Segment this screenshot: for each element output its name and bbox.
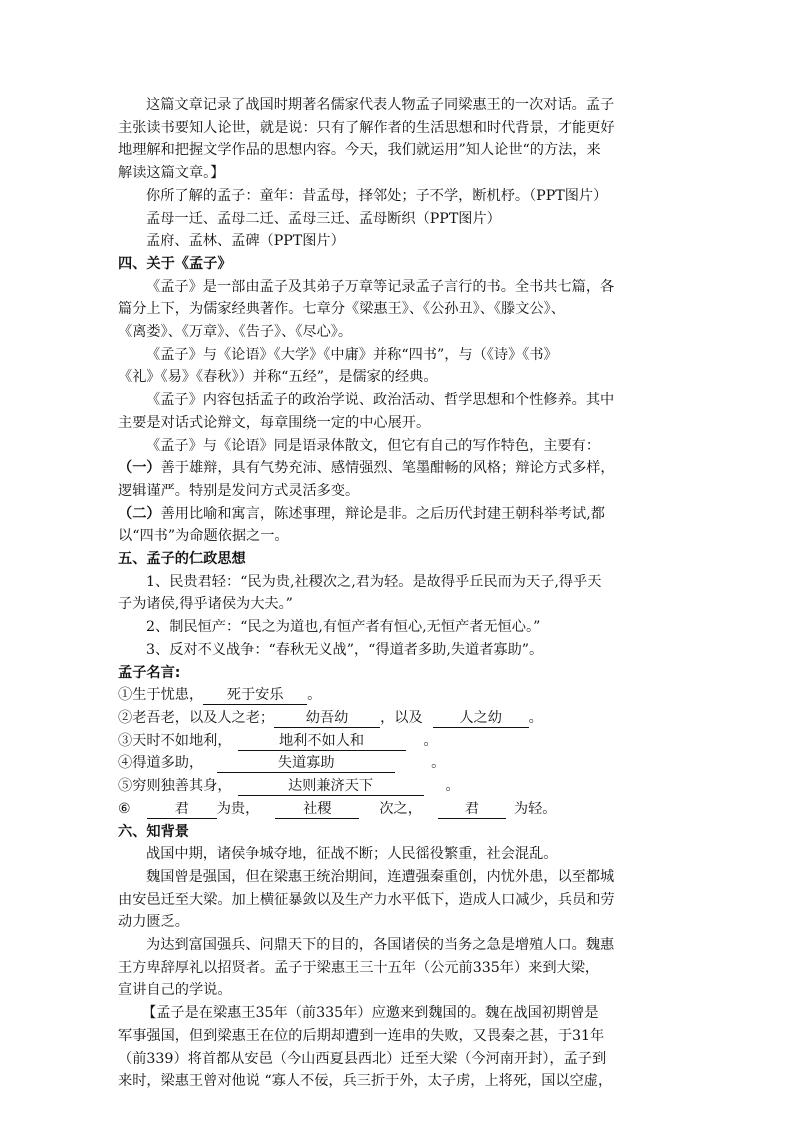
section4-p1-line1: 《孟子》是一部由孟子及其弟子万章等记录孟子言行的书。全书共七篇，各 [146,278,615,295]
section6-p4-line1: 【孟子是在梁惠王35年（前335年）应邀来到魏国的。魏在战国初期曾是 [142,1005,599,1022]
feature2-label: （二） [118,505,161,522]
section4-p3-line1: 《孟子》内容包括孟子的政治学说、政治活动、哲学思想和个性修养。其中 [146,392,615,409]
mencius-places: 孟府、孟林、孟碑（PPT图片） [146,233,345,250]
section4-p2-line1: 《孟子》与《论语》《大学》《中庸》并称“四书”，与（《诗》《书》 [146,346,558,363]
quote-3-blank: 地利不如人和 [238,732,406,751]
quote-2-blank-2: 人之幼 [433,709,529,728]
quote-4-blank: 失道寡助 [217,754,395,773]
quote-1-blank: 死于安乐 [203,686,307,705]
quote-6-text-3: 为轻。 [513,800,557,817]
quote-6-blank-3: 君 [438,800,506,819]
feature2-line1 [118,503,678,526]
quote-6-blank-2: 社稷 [275,800,359,819]
quote-6-num: ⑥ [118,800,131,817]
quote-6-text-2: 次之， [379,800,422,817]
feature1-line2: 逻辑谨严。特别是发问方式灵活多变。 [118,482,360,499]
quote-1-pre: ①生于忧患， [118,687,204,704]
feature2-line2: 以“四书”为命题依据之一。 [118,528,289,545]
intro-line-4: 解读这篇文章。】 [118,165,225,182]
mencius-known: 你所了解的孟子：童年：昔孟母，择邻处；子不学，断机杼。（PPT图片） [146,187,608,204]
section6-p4-line4: 来时，梁惠王曾对他说 “寡人不佞，兵三折于外，太子虏，上将死，国以空虚， [118,1073,613,1090]
quote-4-pre: ④得道多助， [118,755,204,772]
section4-p3-line2: 主要是对话式论辩文，每章围绕一定的中心展开。 [118,414,431,431]
point2: 2、制民恒产：“民之为道也,有恒产者有恒心,无恒产者无恒心。” [146,619,541,636]
quote-2-blank-1: 幼吾幼 [274,709,380,728]
section6-p3-line1: 为达到富国强兵、问鼎天下的目的，各国诸侯的当务之急是增殖人口。魏惠 [146,937,615,954]
quote-4-post: 。 [431,755,446,772]
feature1-text: 善于雄辩，具有气势充沛、感情强烈、笔墨酣畅的风格；辩论方式多样， [160,460,615,477]
mother-moves: 孟母一迁、孟母二迁、孟母三迁、孟母断织（PPT图片） [146,210,501,227]
section4-p1-line2: 篇分上下，为儒家经典著作。七章分《梁惠王》、《公孙丑》、《滕文公》、 [118,301,565,318]
intro-paragraph [118,94,678,185]
intro-line-1: 这篇文章记录了战国时期著名儒家代表人物孟子同梁惠王的一次对话。孟子 [146,97,615,113]
section4-p1-line3: 《离娄》、《万章》、《告子》、《尽心》。 [118,324,353,341]
feature1-label: （一） [118,460,161,477]
section6-heading: 六、知背景 [118,823,189,840]
quote-4 [118,752,678,775]
feature2-text: 善用比喻和寓言，陈述事理，辩论是非。之后历代封建王朝科举考试,都 [160,505,605,522]
section6-p2-line2: 由安邑迁至大梁。加上横征暴敛以及生产力水平低下，造成人口减少，兵员和劳 [118,891,615,908]
feature1-line1 [118,457,678,480]
quote-2-pre: ②老吾老，以及人之老； [118,709,275,726]
point1-line1: 1、民贵君轻：“民为贵,社稷次之,君为轻。是故得乎丘民而为天子,得乎天 [146,573,602,590]
quote-2-mid: ，以及 [380,709,423,726]
quote-1-post: 。 [307,687,322,704]
quote-6 [118,798,678,821]
section6-p3-line3: 宣讲自己的学说。 [118,982,232,999]
section6-p4-line2: 军事强国，但到梁惠王在位的后期却遭到一连串的失败，又畏秦之甚，于31年 [118,1027,605,1044]
section6-p4-line3: （前339）将首都从安邑（今山西夏县西北）迁至大梁（今河南开封），孟子到 [118,1050,607,1067]
point3: 3、反对不义战争：“春秋无义战”，“得道者多助,失道者寡助”。 [146,641,544,658]
intro-line-3: 地理解和把握文学作品的思想内容。今天，我们就运用”知人论世“的方法，来 [118,142,601,159]
quote-6-text-1: 为贵， [216,800,260,817]
section5-heading: 五、孟子的仁政思想 [118,551,246,568]
intro-line-2: 主张读书要知人论世，就是说：只有了解作者的生活思想和时代背景，才能更好 [118,119,615,136]
section6-p2-line1: 魏国曾是强国，但在梁惠王统治期间，连遭强秦重创，内忧外患，以至都城 [146,868,615,885]
quote-1 [118,684,678,707]
section4-p2-line2: 《礼》《易》《春秋》）并称“五经”，是儒家的经典。 [118,369,438,386]
quotes-heading: 孟子名言: [118,664,181,681]
quote-2 [118,707,678,730]
quote-5 [118,775,678,798]
section4-heading: 四、关于《孟子》 [118,255,232,272]
quote-3 [118,730,678,753]
section6-p2-line3: 动力匮乏。 [118,914,189,931]
section6-p1: 战国中期，诸侯争城夺地，征战不断；人民徭役繁重，社会混乱。 [146,846,558,863]
section4-p4: 《孟子》与《论语》同是语录体散文，但它有自己的写作特色，主要有： [146,437,601,454]
quote-3-post: 。 [423,732,438,749]
quote-5-pre: ⑤穷则独善其身， [118,778,232,795]
quote-5-blank: 达则兼济天下 [238,777,424,796]
quote-6-blank-1: 君 [147,800,217,819]
quote-5-post: 。 [445,778,460,795]
section6-p3-line2: 王方卑辞厚礼以招贤者。孟子于梁惠王三十五年（公元前335年）来到大梁， [118,959,600,976]
quote-2-post: 。 [528,709,543,726]
quote-3-pre: ③天时不如地利， [118,732,232,749]
document-page [118,94,678,1093]
point1-line2: 子为诸侯,得乎诸侯为大夫。” [118,596,293,613]
